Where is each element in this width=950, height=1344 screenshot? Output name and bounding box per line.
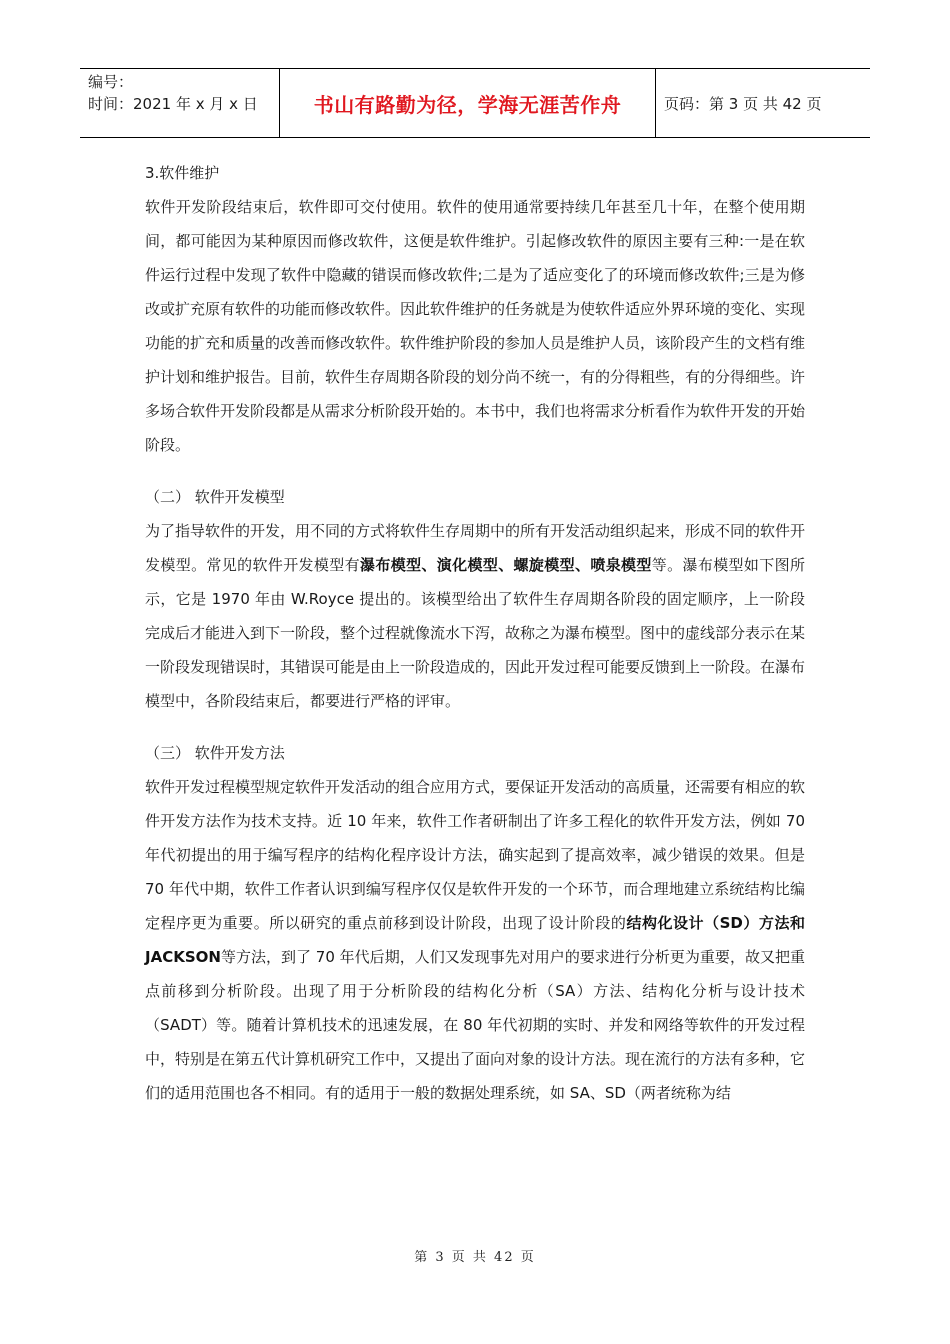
page-footer: 第 3 页 共 42 页 [414,1250,536,1265]
models-text-b: 等。瀑布模型如下图所示，它是 1970 年由 W.Royce 提出的。该模型给出了软件生存周期各阶段的固定顺序，上一阶段完成后才能进入到下一阶段，整个过程就像流水下泻，故称之为瀑布模型。图中的虚线部分表示在某一阶段发现错误时，其错误可能是由上一阶段造成的，因此开发过程可能要反馈到上一阶段。在瀑布模型中，各阶段结束后，都要进行严格的评审。 [145,556,806,710]
models-bold-list: 瀑布模型、演化模型、螺旋模型、喷泉模型 [360,556,652,574]
time-label: 时间：2021 年 x 月 x 日 [88,95,258,113]
methods-bold-sd-jackson: 结构化设计（SD）方法和 JACKSON [145,914,805,966]
models-text-a: 为了指导软件的开发，用不同的方式将软件生存周期中的所有开发活动组织起来，形成不同的软件开发模型。常见的软件开发模型有 [145,522,806,574]
header-page-info: 页码：第 3 页 共 42 页 [664,94,822,113]
document-header [80,68,870,138]
paragraph-maintenance: 软件开发阶段结束后，软件即可交付使用。软件的使用通常要持续几年甚至几十年，在整个使用期间，都可能因为某种原因而修改软件，这便是软件维护。引起修改软件的原因主要有三种:一是在软件运行过程中发现了软件中隐藏的错误而修改软件;二是为了适应变化了的环境而修改软件;三是为修改或扩充原有软件的功能而修改软件。因此软件维护的任务就是为使软件适应外界环境的变化、实现功能的扩充和质量的改善而修改软件。软件维护阶段的参加人员是维护人员，该阶段产生的文档有维护计划和维护报告。目前，软件生存周期各阶段的划分尚不统一，有的分得粗些，有的分得细些。许多场合软件开发阶段都是从需求分析阶段开始的。本书中，我们也将需求分析看作为软件开发的开始阶段。 [145,198,806,454]
section-heading-maintenance: 3.软件维护 [145,164,220,182]
paragraph-methods [145,770,805,1110]
paragraph-models [145,514,805,718]
number-label: 编号： [88,73,134,91]
header-motto: 书山有路勤为径，学海无涯苦作舟 [280,69,656,137]
section-heading-methods: （三） 软件开发方法 [145,744,285,762]
methods-text-a: 软件开发过程模型规定软件开发活动的组合应用方式，要保证开发活动的高质量，还需要有相应的软件开发方法作为技术支持。近 10 年来，软件工作者研制出了许多工程化的软件开发方法，例如 70 年代初提出的用于编写程序的结构化程序设计方法，确实起到了提高效率，减少错误的效果。但是 70 年代中期，软件工作者认识到编写程序仅仅是软件开发的一个环节，而合理地建立系统结构比编定程序更为重要。所以研究的重点前移到设计阶段，出现了设计阶段的 [145,778,806,932]
methods-text-b: 等方法，到了 70 年代后期，人们又发现事先对用户的要求进行分析更为重要，故又把重点前移到分析阶段。出现了用于分析阶段的结构化分析（SA）方法、结构化分析与设计技术（SADT）等。随着计算机技术的迅速发展，在 80 年代初期的实时、并发和网络等软件的开发过程中，特别是在第五代计算机研究工作中，又提出了面向对象的设计方法。现在流行的方法有多种，它们的适用范围也各不相同。有的适用于一般的数据处理系统，如 SA、SD（两者统称为结 [145,948,806,1102]
page-body [145,156,805,1110]
header-meta [80,69,280,137]
section-heading-models: （二） 软件开发模型 [145,488,285,506]
